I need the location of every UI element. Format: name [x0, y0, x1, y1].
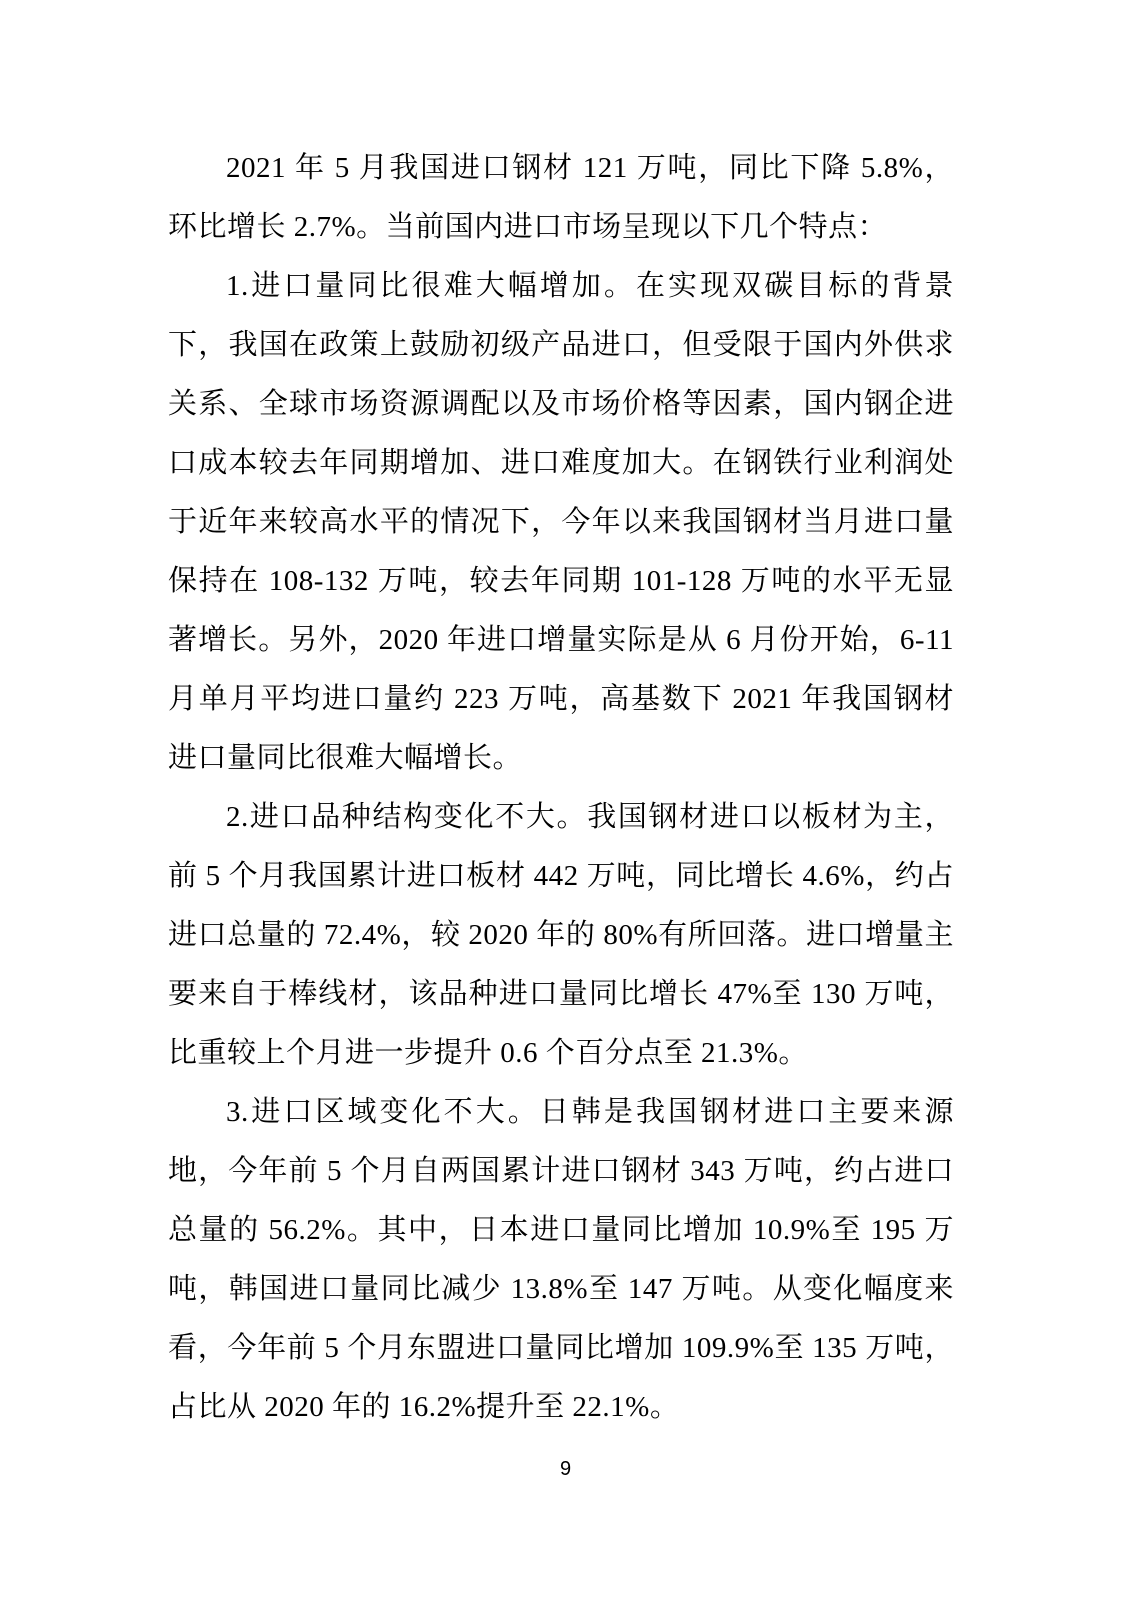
- text-line: 看，今年前 5 个月东盟进口量同比增加 109.9%至 135 万吨，: [168, 1332, 954, 1364]
- text-line: 保持在 108-132 万吨，较去年同期 101-128 万吨的水平无显: [168, 565, 954, 597]
- text-line: 比重较上个月进一步提升 0.6 个百分点至 21.3%。: [168, 1037, 808, 1069]
- paragraph: [168, 788, 954, 1083]
- text-line: 吨，韩国进口量同比减少 13.8%至 147 万吨。从变化幅度来: [168, 1273, 954, 1305]
- text-line: 3.进口区域变化不大。日韩是我国钢材进口主要来源: [226, 1096, 954, 1128]
- text-line: 要来自于棒线材，该品种进口量同比增长 47%至 130 万吨，: [168, 978, 954, 1010]
- paragraph: [168, 1083, 954, 1437]
- text-line: 关系、全球市场资源调配以及市场价格等因素，国内钢企进: [168, 388, 954, 420]
- text-line: 于近年来较高水平的情况下，今年以来我国钢材当月进口量: [168, 506, 954, 538]
- text-line: 2021 年 5 月我国进口钢材 121 万吨，同比下降 5.8%，: [226, 152, 954, 184]
- text-line: 占比从 2020 年的 16.2%提升至 22.1%。: [168, 1391, 680, 1423]
- text-line: 进口总量的 72.4%，较 2020 年的 80%有所回落。进口增量主: [168, 919, 954, 951]
- paragraph: [168, 139, 954, 257]
- text-line: 总量的 56.2%。其中，日本进口量同比增加 10.9%至 195 万: [168, 1214, 954, 1246]
- text-line: 著增长。另外，2020 年进口增量实际是从 6 月份开始，6-11: [168, 624, 954, 656]
- page-footer: [0, 1458, 1131, 1481]
- text-line: 1.进口量同比很难大幅增加。在实现双碳目标的背景: [226, 270, 954, 302]
- text-line: 前 5 个月我国累计进口板材 442 万吨，同比增长 4.6%，约占: [168, 860, 954, 892]
- text-line: 环比增长 2.7%。当前国内进口市场呈现以下几个特点：: [168, 211, 888, 243]
- page-number: 9: [559, 1458, 572, 1480]
- paragraph: [168, 257, 954, 788]
- text-line: 月单月平均进口量约 223 万吨，高基数下 2021 年我国钢材: [168, 683, 954, 715]
- text-line: 口成本较去年同期增加、进口难度加大。在钢铁行业利润处: [168, 447, 954, 479]
- document-body: [168, 139, 954, 1437]
- text-line: 下，我国在政策上鼓励初级产品进口，但受限于国内外供求: [168, 329, 954, 361]
- text-line: 进口量同比很难大幅增长。: [168, 742, 523, 774]
- text-line: 2.进口品种结构变化不大。我国钢材进口以板材为主，: [226, 801, 954, 833]
- text-line: 地，今年前 5 个月自两国累计进口钢材 343 万吨，约占进口: [168, 1155, 954, 1187]
